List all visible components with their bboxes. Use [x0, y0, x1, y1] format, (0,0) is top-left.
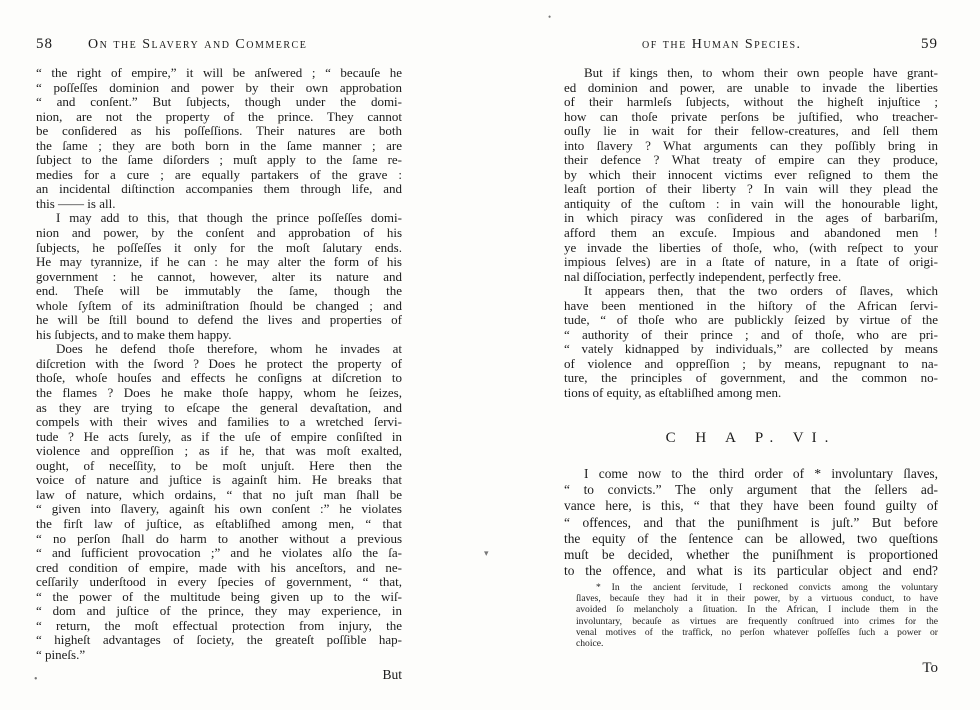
text-line: “ pineſs.”	[36, 647, 86, 662]
text-line: cred condition of empire, made with his anceſtors, and ne-	[36, 560, 402, 575]
text-line: an incidental diſtinction accompanies them through life, and	[36, 182, 402, 197]
footnote-line: avoided ſo melancholy a ſituation. In the African, I include them in the	[576, 604, 938, 616]
footnote-line: venal motives of the traffick, no perſon whatever poſſeſſes ſuch a power or	[576, 626, 938, 638]
text-line: ceſſarily underſtood in every ſpecies of government, “ that,	[36, 575, 402, 590]
text-line: thoſe, whoſe houſes and effects he conſigns at diſcretion to	[36, 371, 402, 386]
text-line: “ given into ſlavery, againſt his own conſent :” he violates	[36, 502, 402, 517]
text-line: impious ſelves) are in a ſtate of nature, in a ſtate of origi-	[564, 255, 938, 270]
text-line: this —— is all.	[36, 196, 116, 211]
text-line: their defence ? What treaty of empire can they produce,	[564, 153, 938, 168]
text-line: he will be ſtill bound to defend the lives and properties of	[36, 313, 402, 328]
text-line: be conſidered as his poſſeſſions. Their natures are both	[36, 124, 402, 139]
text-line: the ſame ; they are both born in the ſame manner ; are	[36, 138, 402, 153]
text-line: “ higheſt advantages of ſociety, the greateſt poſſible hap-	[36, 633, 402, 648]
text-line: nion, are not the property of the prince. They cannot	[36, 109, 402, 124]
chapter-text-line: vance here, is this, “ that they have been found guilty of	[564, 498, 938, 514]
text-line: in which piracy was conſidered in the ages of barbariſm,	[564, 211, 938, 226]
text-line: He may tyrannize, if he can : he may alter the form of his	[36, 255, 402, 270]
text-line: as they are trying to eſcape the general devaſtation, and	[36, 400, 402, 415]
text-line: “ poſſeſſes dominion and power by their own approbation	[36, 80, 402, 95]
text-line: ſubjects, he poſſeſſes it only for the moſt ſalutary ends.	[36, 240, 402, 255]
text-line: tude, “ of thoſe who are publickly ſeized by virtue of the	[564, 313, 938, 328]
chapter-text-line: I come now to the third order of * involuntary ſlaves,	[584, 466, 938, 481]
chapter-text-line: the equity of the ſentence can be allowed, two queſtions	[564, 530, 938, 546]
text-line: of their harmleſs ſubjects, without the higheſt injuſtice ;	[564, 95, 938, 110]
text-line: ture, the principles of government, and the common no-	[564, 371, 938, 386]
page-number-left: 58	[36, 36, 53, 52]
text-line: “ and conſent.” But ſubjects, though under the domi-	[36, 95, 402, 110]
right-page	[564, 0, 938, 710]
running-head-title-left: On the Slavery and Commerce	[88, 37, 308, 52]
catchword-left: But	[382, 667, 402, 682]
text-line: nal diſſociation, perfectly independent, perfectly free.	[564, 269, 842, 284]
footnote	[576, 582, 938, 649]
text-line: tions of equity, as eſtabliſhed among men.	[564, 386, 782, 401]
text-line: It appears then, that the two orders of ſlaves, which	[584, 284, 938, 299]
left-body-text	[36, 66, 402, 662]
text-line: law of nature, which ordains, “ that no juſt man ſhall be	[36, 487, 402, 502]
running-head-right	[564, 36, 938, 56]
text-line: “ return, the moſt effectual protection from injury, the	[36, 618, 402, 633]
text-line: Does he defend thoſe therefore, whom he invades at	[56, 342, 402, 357]
text-line: by which their innocent victims ever reſigned to them the	[564, 167, 938, 182]
text-line: “ and ſufficient provocation ;” and he violates alſo the ſa-	[36, 546, 402, 561]
text-line: medies for a cure ; are equally partakers of the grave :	[36, 167, 402, 182]
text-line: ed dominion and power, are unable to invade the liberties	[564, 80, 938, 95]
text-line: the flames ? Does he make thoſe happy, whom he ſeizes,	[36, 386, 402, 401]
running-head-title-right: of the Human Species.	[642, 37, 802, 52]
footnote-line: choice.	[576, 637, 604, 649]
text-line: of violence and oppreſſion ; by means, repugnant to na-	[564, 356, 938, 371]
running-head-left	[36, 36, 402, 56]
text-line: ouſly lie in wait for their fellow-creatures, and ſell them	[564, 124, 938, 139]
text-line: violence and oppreſſion ; as if he, that was moſt exalted,	[36, 444, 402, 459]
text-line: “ no perſon ſhall do harm to another without a previous	[36, 531, 402, 546]
footnote-line: involuntary, becauſe as virtues are frequently conſtrued into crimes for the	[576, 615, 938, 627]
chapter-text-line: muſt be decided, whether the puniſhment is proportioned	[564, 546, 938, 562]
text-line: “ the right of empire,” it will be anſwered ; “ becauſe he	[36, 66, 402, 80]
text-line: I may add to this, that though the prince poſſeſſes domi-	[56, 211, 402, 226]
text-line: have been mentioned in the hiſtory of the African ſervi-	[564, 298, 938, 313]
text-line: “ the power of the multitude being given up to the wiſ-	[36, 589, 402, 604]
text-line: “ dom and juſtice of the prince, they may experience, in	[36, 604, 402, 619]
text-line: ought, of neceſſity, to be moſt unjuſt. Here then the	[36, 458, 402, 473]
text-line: diſcretion with the ſword ? Does he protect the property of	[36, 356, 402, 371]
text-line: into ſlavery ? What arguments can they poſſibly bring in	[564, 138, 938, 153]
left-page	[36, 0, 402, 710]
text-line: end. Theſe will be immutably the ſame, though the	[36, 284, 402, 299]
gutter-mark-top: •	[548, 12, 552, 22]
chapter-body-text	[564, 466, 938, 579]
page-number-right: 59	[921, 36, 938, 52]
text-line: But if kings then, to whom their own people have grant-	[584, 66, 938, 80]
text-line: antiquity of the cuſtom : in vain will the honourable light,	[564, 196, 938, 211]
text-line: “ authority of their prince ; and of thoſe, who are pri-	[564, 327, 938, 342]
text-line: “ vately kidnapped by individuals,” are collected by means	[564, 342, 938, 357]
text-line: leaſt portion of their liberty ? In vain will they plead the	[564, 182, 938, 197]
text-line: the firſt law of juſtice, as eſtabliſhed among men, “ that	[36, 516, 402, 531]
text-line: government : he cannot, however, alter its nature and	[36, 269, 402, 284]
chapter-text-line: “ offences, and that the puniſhment is juſt.” But before	[564, 514, 938, 530]
footnote-line: * In the ancient ſervitude, I reckoned convicts among the voluntary	[596, 582, 938, 593]
text-line: compels with their wives and families to a wretched ſervi-	[36, 415, 402, 430]
text-line: nion and power, by the conſent and approbation of his	[36, 226, 402, 241]
chapter-text-line: “ to convicts.” The only argument that the ſellers ad-	[564, 482, 938, 498]
catchword-right: To	[922, 660, 938, 676]
chapter-text-line: to the offence, and what is its particular object and end?	[564, 563, 938, 579]
text-line: ye invade the liberties of thoſe, who, (with reſpect to your	[564, 240, 938, 255]
text-line: how can thoſe private perſons be juſtified, who treacher-	[564, 109, 938, 124]
margin-mark-bottom: •	[34, 674, 38, 685]
gutter-mark-middle: ▾	[484, 548, 489, 558]
text-line: tude ? He acts ſurely, as if the uſe of empire conſiſted in	[36, 429, 402, 444]
chapter-heading: C H A P. VI.	[665, 430, 837, 446]
text-line: afford them an excuſe. Impious and abandoned men !	[564, 226, 938, 241]
text-line: whole ſyſtem of its adminiſtration ſhould be changed ; and	[36, 298, 402, 313]
footnote-line: ſlaves, becauſe they had it in their power, by a virtuous conduct, to have	[576, 593, 938, 605]
text-line: voice of nature and juſtice is againſt him. He breaks that	[36, 473, 402, 488]
text-line: his ſubjects, and to make them happy.	[36, 327, 232, 342]
right-body-text	[564, 66, 938, 401]
text-line: ſubject to the ſame diſorders ; muſt apply to the ſame re-	[36, 153, 402, 168]
